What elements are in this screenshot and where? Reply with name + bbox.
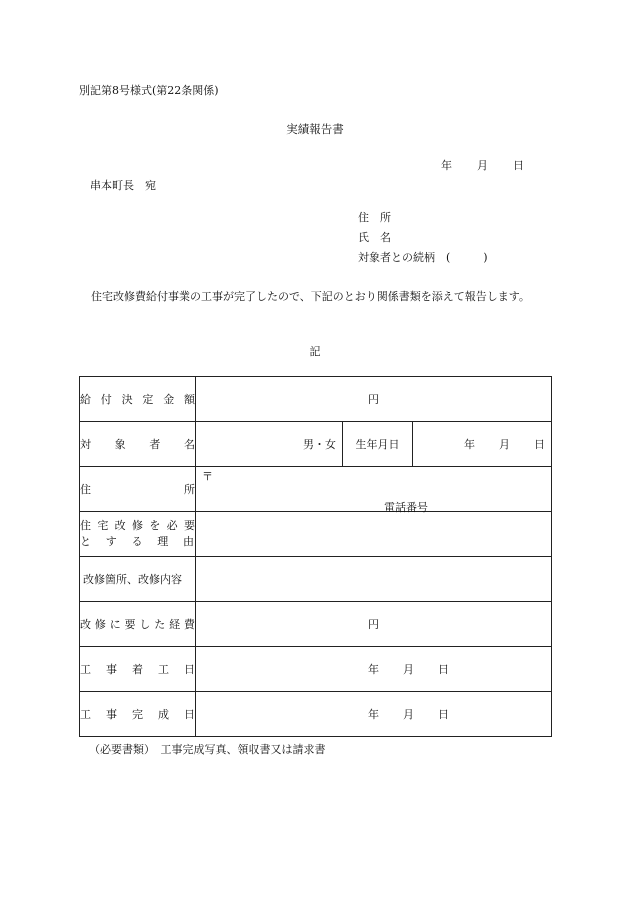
document-title: 実績報告書 [286,122,344,136]
value-completion-date[interactable] [196,692,552,737]
birth-month: 月 [499,438,510,451]
label-char: し [139,618,151,631]
label-char: 事 [106,663,117,676]
label-birth-date: 生年月日 [343,422,413,467]
phone-label: 電話番号 [384,501,428,514]
label-char: 事 [106,708,117,721]
label-char: 住 [80,483,91,496]
label-renovation-details: 改修箇所、改修内容 [80,557,196,602]
required-documents-note: （必要書類） 工事完成写真、領収書又は請求書 [89,743,326,756]
label-char: 修 [94,618,106,631]
table-row-grant-amount [80,377,552,422]
start-month: 月 [403,663,414,676]
table-row-renovation-details [80,557,552,602]
label-char: と [80,535,91,548]
label-char: を [149,519,161,532]
label-subject-name [80,422,196,467]
birth-day: 日 [534,438,545,451]
report-body-text: 住宅改修費給付事業の工事が完了したので、下記のとおり関係書類を添えて報告します。 [91,290,530,303]
completion-month: 月 [403,708,414,721]
label-char: す [105,535,117,548]
label-char: に [109,618,121,631]
table-row-cost [80,602,552,647]
label-char: 決 [121,393,133,406]
label-char: 日 [184,708,195,721]
value-birth-date[interactable] [413,422,552,467]
label-char: 象 [114,438,126,451]
form-number-label: 別記第8号様式(第22条関係) [79,84,219,97]
label-char: 成 [158,708,169,721]
completion-year: 年 [368,708,379,721]
label-char: 必 [166,519,178,532]
table-row-completion-date [80,692,552,737]
label-char: 工 [80,663,91,676]
label-char: 費 [183,618,195,631]
date-year: 年 [441,159,452,172]
label-char: 住 [80,519,91,532]
label-char: 経 [169,618,181,631]
ki-heading: 記 [309,345,321,358]
label-address [80,467,196,512]
date-day: 日 [513,159,524,172]
label-char: 要 [124,618,136,631]
value-grant-amount[interactable] [196,377,552,422]
label-cost [80,602,196,647]
start-day: 日 [438,663,449,676]
gender-options: 男・女 [303,438,336,451]
label-char: 由 [183,535,194,548]
label-start-date [80,647,196,692]
label-completion-date [80,692,196,737]
start-year: 年 [368,663,379,676]
value-cost[interactable] [196,602,552,647]
label-char: 所 [184,483,195,496]
label-char: 着 [132,663,143,676]
applicant-relation-label: 対象者との続柄 ( ) [358,251,488,264]
report-table [79,376,552,737]
value-start-date[interactable] [196,647,552,692]
yen-unit: 円 [368,393,379,406]
label-grant-amount [80,377,196,422]
label-char: 理 [157,535,169,548]
addressee: 串本町長 宛 [90,179,156,192]
label-char: 日 [184,663,195,676]
label-char: 名 [183,438,195,451]
label-char: 定 [142,393,154,406]
report-date [441,157,524,173]
label-char: た [154,618,166,631]
label-char: 改 [80,618,91,631]
table-row-start-date [80,647,552,692]
label-char: 対 [80,438,91,451]
label-char: 者 [149,438,161,451]
value-subject-name[interactable] [196,422,343,467]
postal-mark: 〒 [202,470,213,483]
label-char: 工 [158,663,169,676]
applicant-address-label: 住 所 [358,211,391,224]
applicant-name-label: 氏 名 [358,231,391,244]
table-row-subject-name [80,422,552,467]
yen-unit: 円 [368,618,379,631]
value-address[interactable] [196,467,552,512]
label-char: 金 [163,393,175,406]
value-reason[interactable] [196,512,552,557]
label-char: 工 [80,708,91,721]
table-row-reason [80,512,552,557]
date-month: 月 [477,159,488,172]
label-char: 完 [132,708,143,721]
value-renovation-details[interactable] [196,557,552,602]
label-char: 額 [183,393,195,406]
label-char: る [131,535,143,548]
birth-year: 年 [464,438,475,451]
label-char: 要 [183,519,195,532]
table-row-address [80,467,552,512]
label-reason [80,512,196,557]
label-char: 給 [80,393,91,406]
completion-day: 日 [438,708,449,721]
label-char: 宅 [97,519,109,532]
label-char: 付 [100,393,112,406]
label-char: 改 [114,519,126,532]
label-char: 修 [131,519,143,532]
